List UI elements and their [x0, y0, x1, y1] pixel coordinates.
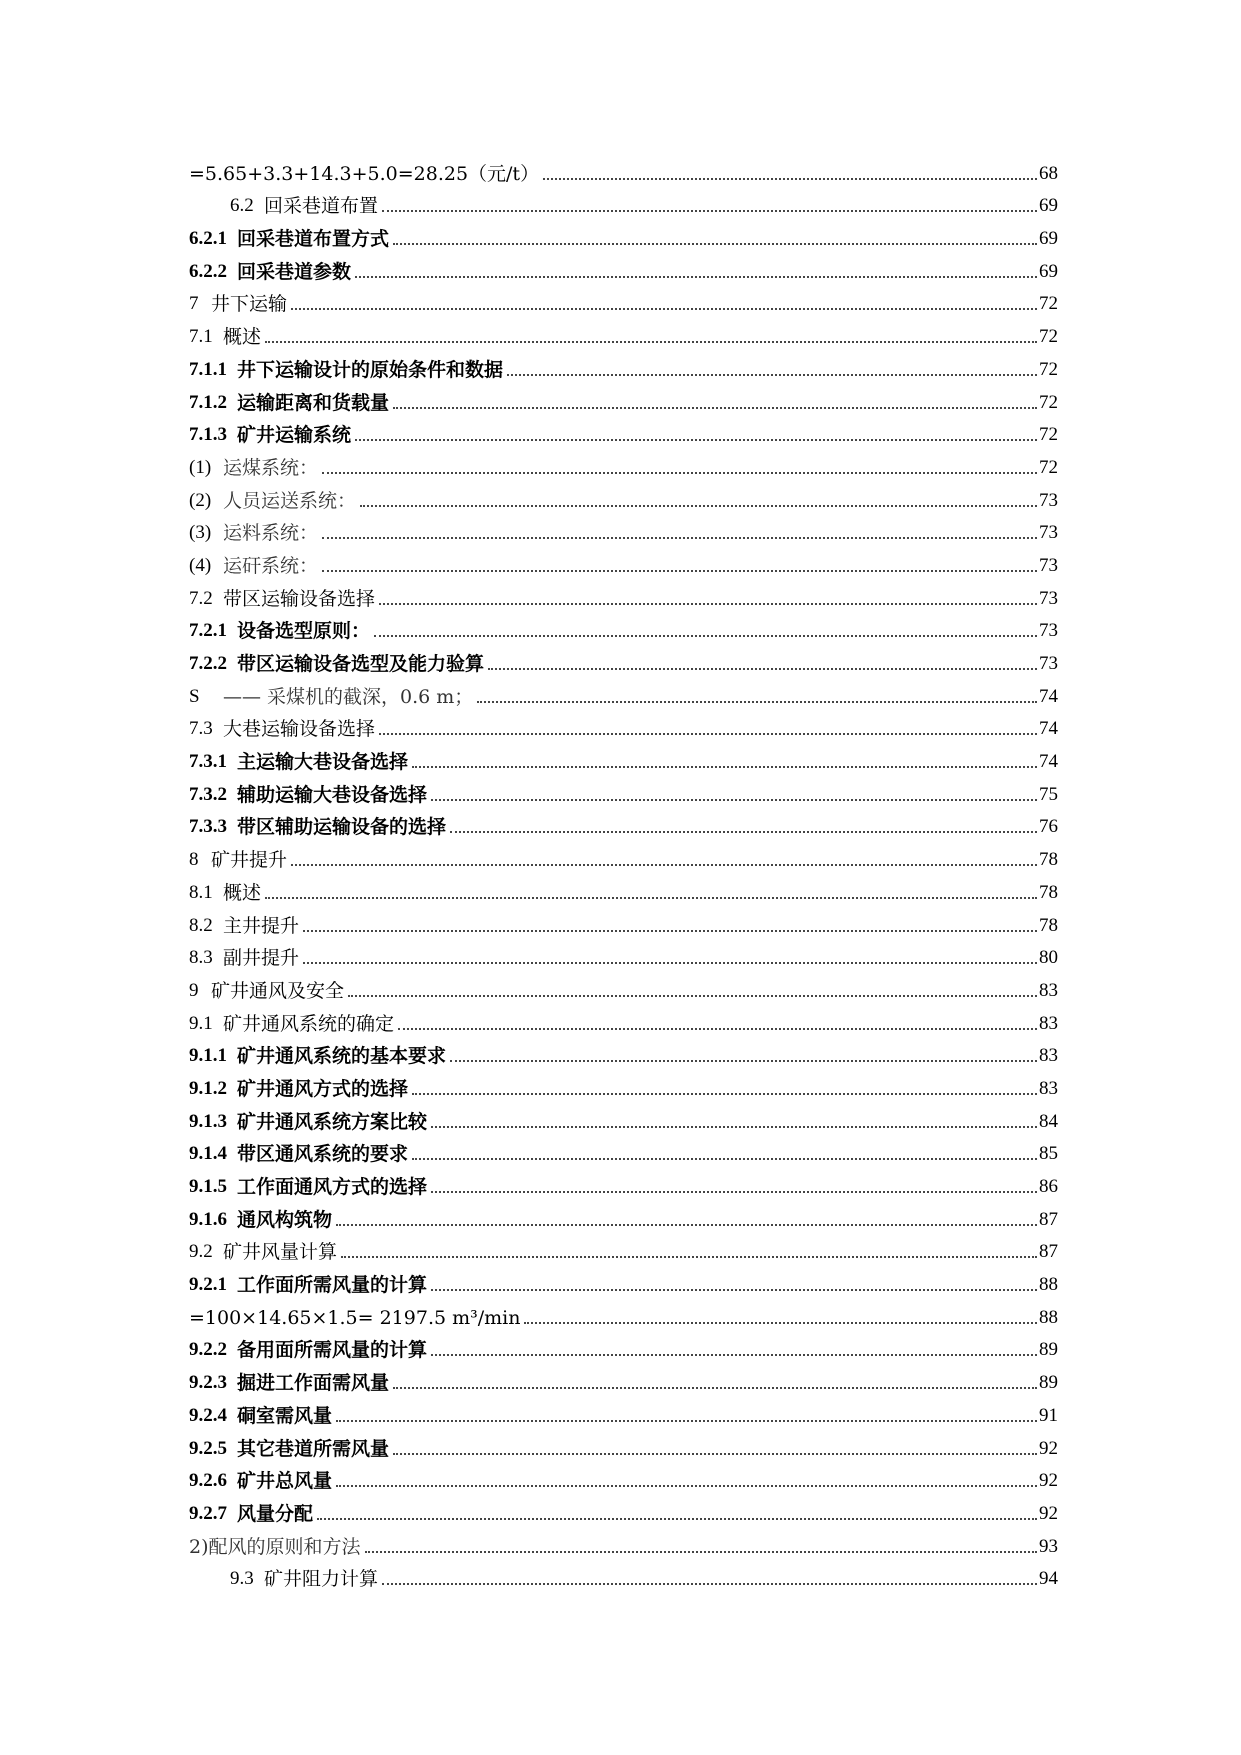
toc-entry[interactable]: [189, 806, 1058, 839]
toc-entry-page-number: 73: [1039, 489, 1058, 511]
toc-entry[interactable]: [189, 348, 1058, 381]
toc-entry-label: [189, 1111, 427, 1133]
toc-entry-label: [189, 392, 389, 414]
toc-entry-page-number: 83: [1039, 1077, 1058, 1099]
toc-entry-label: [189, 751, 408, 773]
dot-leader: [322, 570, 1037, 572]
dot-leader: [379, 733, 1037, 735]
toc-entry-label: [189, 718, 375, 740]
toc-entry[interactable]: [189, 479, 1058, 512]
toc-entry-page-number: 74: [1039, 751, 1058, 773]
toc-entry-label: [189, 228, 389, 250]
toc-entry[interactable]: [189, 1361, 1058, 1394]
toc-entry-title: 工作面通风方式的选择: [237, 1176, 428, 1198]
toc-entry-label: [189, 620, 370, 642]
toc-entry-number: 7.1.2: [189, 391, 227, 413]
toc-entry[interactable]: [189, 381, 1058, 414]
toc-entry-page-number: 73: [1039, 620, 1058, 642]
toc-entry-label: [189, 1405, 332, 1427]
toc-entry-label: [189, 1078, 408, 1100]
toc-entry-title: 带区通风系统的要求: [237, 1143, 409, 1166]
toc-entry-number: 9.2.5: [189, 1437, 227, 1459]
toc-entry-label: [189, 1176, 427, 1198]
toc-entry-number: (4): [189, 554, 212, 576]
dot-leader: [303, 930, 1037, 932]
dot-leader: [303, 962, 1037, 964]
dot-leader: [507, 374, 1037, 376]
toc-entry-number: 7.3.3: [189, 816, 227, 838]
dot-leader: [431, 1289, 1037, 1291]
dot-leader: [382, 1583, 1037, 1585]
toc-entry[interactable]: [189, 1460, 1058, 1493]
toc-entry-page-number: 89: [1039, 1339, 1058, 1361]
dot-leader: [291, 864, 1037, 866]
toc-entry-label: [189, 424, 351, 446]
toc-entry-page-number: 72: [1039, 358, 1058, 380]
toc-entry-label: [189, 1536, 361, 1558]
toc-entry-title: 2)配风的原则和方法: [189, 1535, 361, 1558]
toc-entry-number: 9.1: [189, 1012, 213, 1034]
toc-entry[interactable]: [189, 642, 1058, 675]
toc-entry[interactable]: [189, 969, 1058, 1002]
toc-entry-label: [230, 1568, 378, 1590]
toc-entry-title: 运矸系统：: [223, 554, 319, 577]
toc-entry[interactable]: [189, 904, 1058, 937]
toc-entry-title: 运输距离和货载量: [237, 391, 390, 414]
toc-entry[interactable]: [189, 1492, 1058, 1525]
toc-entry-title: 概述: [223, 881, 262, 904]
toc-entry-number: 7.3.1: [189, 751, 227, 773]
toc-entry[interactable]: [189, 1067, 1058, 1100]
toc-entry-label: [189, 653, 484, 675]
toc-entry[interactable]: [189, 512, 1058, 545]
toc-entry-page-number: 92: [1039, 1502, 1058, 1524]
toc-entry-label: [189, 1339, 427, 1361]
toc-entry-number: 7.1.3: [189, 424, 227, 446]
toc-entry-number: 9.2.7: [189, 1502, 227, 1524]
toc-entry-page-number: 92: [1039, 1437, 1058, 1459]
dot-leader: [265, 341, 1037, 343]
toc-entry-page-number: 92: [1039, 1470, 1058, 1492]
toc-entry-number: 7: [189, 293, 199, 315]
toc-entry-label: [230, 195, 378, 217]
toc-entry-label: [189, 1013, 394, 1035]
toc-entry-label: [189, 882, 261, 904]
dot-leader: [393, 407, 1037, 409]
toc-entry-page-number: 72: [1039, 293, 1058, 315]
toc-entry-title: 风量分配: [237, 1502, 314, 1525]
toc-entry-title: 副井提升: [223, 947, 300, 970]
toc-entry-title: 矿井总风量: [237, 1470, 333, 1493]
toc-entry-title: =100×14.65×1.5= 2197.5 m³/min: [189, 1306, 521, 1329]
toc-entry[interactable]: [189, 446, 1058, 479]
toc-entry-label: [189, 1143, 408, 1165]
toc-entry-number: 9.1.6: [189, 1208, 227, 1230]
toc-entry-title: 矿井风量计算: [223, 1241, 338, 1264]
toc-entry[interactable]: [189, 577, 1058, 610]
toc-entry-number: 9.2.2: [189, 1339, 227, 1361]
toc-entry-title: 运煤系统：: [223, 456, 319, 479]
dot-leader: [398, 1028, 1037, 1030]
dot-leader: [291, 308, 1037, 310]
toc-entry[interactable]: [189, 283, 1058, 316]
toc-entry-title: 矿井运输系统: [237, 424, 352, 447]
toc-entry-number: 6.2: [230, 195, 254, 217]
toc-entry-page-number: 87: [1039, 1241, 1058, 1263]
toc-entry-number: 9.2.6: [189, 1470, 227, 1492]
toc-entry-label: [189, 457, 318, 479]
toc-entry-number: 8.1: [189, 881, 213, 903]
toc-entry-title: 掘进工作面需风量: [237, 1372, 390, 1395]
toc-entry-number: 7.3.2: [189, 783, 227, 805]
toc-entry-number: 7.2.1: [189, 620, 227, 642]
toc-entry-label: [189, 784, 427, 806]
toc-entry-title: 运料系统：: [223, 522, 319, 545]
toc-entry[interactable]: [189, 185, 1058, 218]
toc-entry-number: 7.2: [189, 587, 213, 609]
toc-entry-page-number: 68: [1039, 162, 1058, 184]
toc-entry-number: 9.3: [230, 1568, 254, 1590]
toc-entry-title: 大巷运输设备选择: [223, 718, 376, 741]
dot-leader: [450, 831, 1037, 833]
toc-entry-number: 8.3: [189, 947, 213, 969]
dot-leader: [355, 439, 1037, 441]
toc-entry[interactable]: [189, 1427, 1058, 1460]
toc-entry-page-number: 74: [1039, 718, 1058, 740]
toc-entry[interactable]: [189, 838, 1058, 871]
toc-entry[interactable]: [189, 1002, 1058, 1035]
toc-entry-title: 矿井通风系统的确定: [223, 1012, 395, 1035]
dot-leader: [382, 210, 1037, 212]
toc-entry-page-number: 74: [1039, 685, 1058, 707]
toc-entry-label: [189, 490, 356, 512]
toc-entry-page-number: 78: [1039, 914, 1058, 936]
dot-leader: [322, 537, 1037, 539]
toc-entry-label: [189, 947, 299, 969]
toc-entry-title: 井下运输设计的原始条件和数据: [237, 358, 504, 381]
toc-entry-label: [189, 293, 287, 315]
table-of-contents: [189, 152, 1058, 1590]
toc-entry-page-number: 73: [1039, 522, 1058, 544]
dot-leader: [360, 505, 1037, 507]
toc-entry-title: 硐室需风量: [237, 1404, 333, 1427]
toc-entry-title: 通风构筑物: [237, 1208, 333, 1231]
toc-entry[interactable]: [189, 871, 1058, 904]
toc-entry-title: 回采巷道参数: [237, 260, 352, 283]
toc-entry-title: 带区运输设备选型及能力验算: [237, 653, 485, 675]
dot-leader: [412, 1158, 1037, 1160]
toc-entry[interactable]: [189, 1100, 1058, 1133]
toc-entry-page-number: 69: [1039, 195, 1058, 217]
toc-entry-number: 9.1.2: [189, 1077, 227, 1099]
dot-leader: [348, 995, 1037, 997]
dot-leader: [450, 1060, 1037, 1062]
toc-entry[interactable]: [189, 217, 1058, 250]
toc-entry-number: 7.1: [189, 326, 213, 348]
toc-entry[interactable]: [189, 1329, 1058, 1362]
toc-entry-number: 7.3: [189, 718, 213, 740]
toc-entry-number: (3): [189, 522, 212, 544]
toc-entry-title: =5.65+3.3+14.3+5.0=28.25（元/t）: [189, 162, 540, 185]
dot-leader: [431, 1191, 1037, 1193]
toc-entry-page-number: 80: [1039, 947, 1058, 969]
toc-entry-title: 其它巷道所需风量: [237, 1437, 390, 1460]
toc-entry-title: 矿井通风方式的选择: [237, 1077, 409, 1100]
dot-leader: [341, 1256, 1037, 1258]
dot-leader: [365, 1551, 1037, 1553]
toc-entry-page-number: 89: [1039, 1372, 1058, 1394]
toc-entry-number: 8: [189, 849, 199, 871]
toc-entry-title: 工作面所需风量的计算: [237, 1274, 428, 1297]
toc-entry[interactable]: [189, 610, 1058, 643]
toc-entry-page-number: 72: [1039, 456, 1058, 478]
toc-entry-page-number: 75: [1039, 783, 1058, 805]
toc-entry-number: 9.2.1: [189, 1274, 227, 1296]
dot-leader: [322, 472, 1037, 474]
toc-entry-label: [189, 980, 344, 1002]
toc-entry[interactable]: [189, 250, 1058, 283]
toc-entry-title: 矿井通风系统的基本要求: [237, 1045, 447, 1068]
toc-entry-label: [189, 849, 287, 871]
toc-entry-page-number: 93: [1039, 1535, 1058, 1557]
toc-entry-label: [189, 1209, 332, 1231]
toc-entry[interactable]: [189, 1394, 1058, 1427]
toc-entry-page-number: 94: [1039, 1568, 1058, 1590]
toc-entry-number: 6.2.2: [189, 260, 227, 282]
toc-entry-title: 概述: [223, 326, 262, 349]
toc-entry-number: 7.2.2: [189, 653, 227, 674]
dot-leader: [488, 668, 1037, 670]
dot-leader: [393, 1387, 1037, 1389]
toc-entry-label: [189, 1438, 389, 1460]
toc-entry-title: 辅助运输大巷设备选择: [237, 783, 428, 806]
toc-entry-label: [189, 588, 375, 610]
toc-entry-page-number: 72: [1039, 326, 1058, 348]
toc-entry-page-number: 69: [1039, 228, 1058, 250]
toc-entry-label: [189, 1274, 427, 1296]
toc-entry-number: 9.2.4: [189, 1404, 227, 1426]
toc-entry-label: [189, 555, 318, 577]
toc-entry-number: 9: [189, 979, 199, 1001]
toc-entry-page-number: 73: [1039, 587, 1058, 609]
toc-entry-page-number: 69: [1039, 260, 1058, 282]
toc-entry-title: 回采巷道布置方式: [237, 228, 390, 251]
toc-entry-label: [189, 1470, 332, 1492]
toc-entry[interactable]: [189, 675, 1058, 708]
toc-entry-page-number: 88: [1039, 1274, 1058, 1296]
toc-entry-label: [189, 686, 473, 708]
dot-leader: [412, 766, 1037, 768]
toc-entry-page-number: 84: [1039, 1110, 1058, 1132]
toc-entry[interactable]: [189, 1525, 1058, 1558]
toc-entry-number: 9.1.4: [189, 1143, 227, 1165]
dot-leader: [336, 1224, 1037, 1226]
dot-leader: [543, 178, 1037, 180]
toc-entry-label: [189, 1372, 389, 1394]
toc-entry-label: [189, 915, 299, 937]
dot-leader: [317, 1518, 1037, 1520]
dot-leader: [431, 1126, 1037, 1128]
toc-entry-number: 9.2: [189, 1241, 213, 1263]
toc-entry[interactable]: [189, 1198, 1058, 1231]
toc-entry-page-number: 85: [1039, 1143, 1058, 1165]
toc-entry-page-number: 73: [1039, 653, 1058, 674]
toc-entry[interactable]: [189, 1165, 1058, 1198]
dot-leader: [393, 1453, 1037, 1455]
dot-leader: [524, 1322, 1037, 1324]
dot-leader: [412, 1093, 1037, 1095]
toc-entry[interactable]: [189, 1035, 1058, 1068]
toc-entry[interactable]: [189, 937, 1058, 970]
dot-leader: [431, 799, 1037, 801]
toc-entry[interactable]: [189, 152, 1058, 185]
toc-entry[interactable]: [189, 414, 1058, 447]
dot-leader: [355, 276, 1037, 278]
toc-entry-page-number: 83: [1039, 1012, 1058, 1034]
dot-leader: [374, 635, 1037, 637]
toc-entry-label: [189, 163, 539, 185]
toc-entry-label: [189, 1045, 446, 1067]
toc-entry-label: [189, 261, 351, 283]
toc-entry-page-number: 86: [1039, 1176, 1058, 1197]
toc-entry-title: 人员运送系统：: [223, 489, 357, 512]
toc-entry[interactable]: [189, 1263, 1058, 1296]
toc-entry[interactable]: [189, 1231, 1058, 1264]
toc-entry[interactable]: [189, 708, 1058, 741]
toc-entry-label: [189, 359, 503, 381]
toc-entry-label: [189, 816, 446, 838]
dot-leader: [265, 897, 1037, 899]
toc-entry-title: 井下运输: [211, 293, 288, 316]
dot-leader: [336, 1485, 1037, 1487]
toc-entry[interactable]: [189, 315, 1058, 348]
toc-entry-label: [189, 522, 318, 544]
toc-entry-label: [189, 1241, 337, 1263]
toc-entry[interactable]: [189, 544, 1058, 577]
toc-entry-page-number: 83: [1039, 1045, 1058, 1067]
toc-entry[interactable]: [189, 1133, 1058, 1166]
toc-entry[interactable]: [189, 773, 1058, 806]
toc-entry-number: 6.2.1: [189, 228, 227, 250]
toc-entry-title: 带区辅助运输设备的选择: [237, 816, 447, 839]
toc-entry-page-number: 78: [1039, 849, 1058, 871]
toc-entry-title: 设备选型原则：: [237, 620, 371, 643]
toc-entry-title: —— 采煤机的截深，0.6 m；: [223, 685, 474, 708]
dot-leader: [477, 701, 1037, 703]
toc-entry-title: 主运输大巷设备选择: [237, 751, 409, 774]
toc-entry-page-number: 76: [1039, 816, 1058, 838]
toc-entry-title: 矿井阻力计算: [264, 1568, 379, 1591]
toc-entry-title: 主井提升: [223, 914, 300, 937]
toc-entry-number: 8.2: [189, 914, 213, 936]
toc-entry-label: [189, 326, 261, 348]
toc-entry[interactable]: [189, 740, 1058, 773]
toc-entry-number: (2): [189, 489, 212, 511]
toc-entry-number: 9.1.3: [189, 1110, 227, 1132]
dot-leader: [379, 603, 1037, 605]
toc-entry-page-number: 73: [1039, 554, 1058, 576]
toc-entry-title: 矿井通风系统方案比较: [237, 1110, 428, 1133]
toc-entry-page-number: 78: [1039, 881, 1058, 903]
toc-entry-page-number: 72: [1039, 424, 1058, 446]
toc-entry-label: [189, 1307, 520, 1329]
toc-entry-number: 9.2.3: [189, 1372, 227, 1394]
toc-entry-title: 带区运输设备选择: [223, 587, 376, 610]
toc-entry-page-number: 91: [1039, 1404, 1058, 1426]
toc-entry-number: S: [189, 685, 200, 707]
toc-entry-page-number: 88: [1039, 1306, 1058, 1328]
dot-leader: [393, 243, 1037, 245]
toc-entry-page-number: 87: [1039, 1208, 1058, 1230]
toc-entry[interactable]: [189, 1296, 1058, 1329]
toc-entry-number: 7.1.1: [189, 358, 227, 380]
toc-entry-title: 矿井通风及安全: [211, 979, 345, 1002]
toc-entry-page-number: 83: [1039, 979, 1058, 1001]
toc-entry-number: (1): [189, 456, 212, 478]
toc-entry-label: [189, 1503, 313, 1525]
dot-leader: [431, 1354, 1037, 1356]
toc-entry-page-number: 72: [1039, 391, 1058, 413]
toc-entry-number: 9.1.5: [189, 1176, 227, 1197]
toc-entry-title: 备用面所需风量的计算: [237, 1339, 428, 1362]
toc-entry-title: 回采巷道布置: [264, 195, 379, 218]
toc-entry-title: 矿井提升: [211, 849, 288, 872]
dot-leader: [336, 1420, 1037, 1422]
toc-entry-number: 9.1.1: [189, 1045, 227, 1067]
toc-entry[interactable]: [189, 1558, 1058, 1591]
